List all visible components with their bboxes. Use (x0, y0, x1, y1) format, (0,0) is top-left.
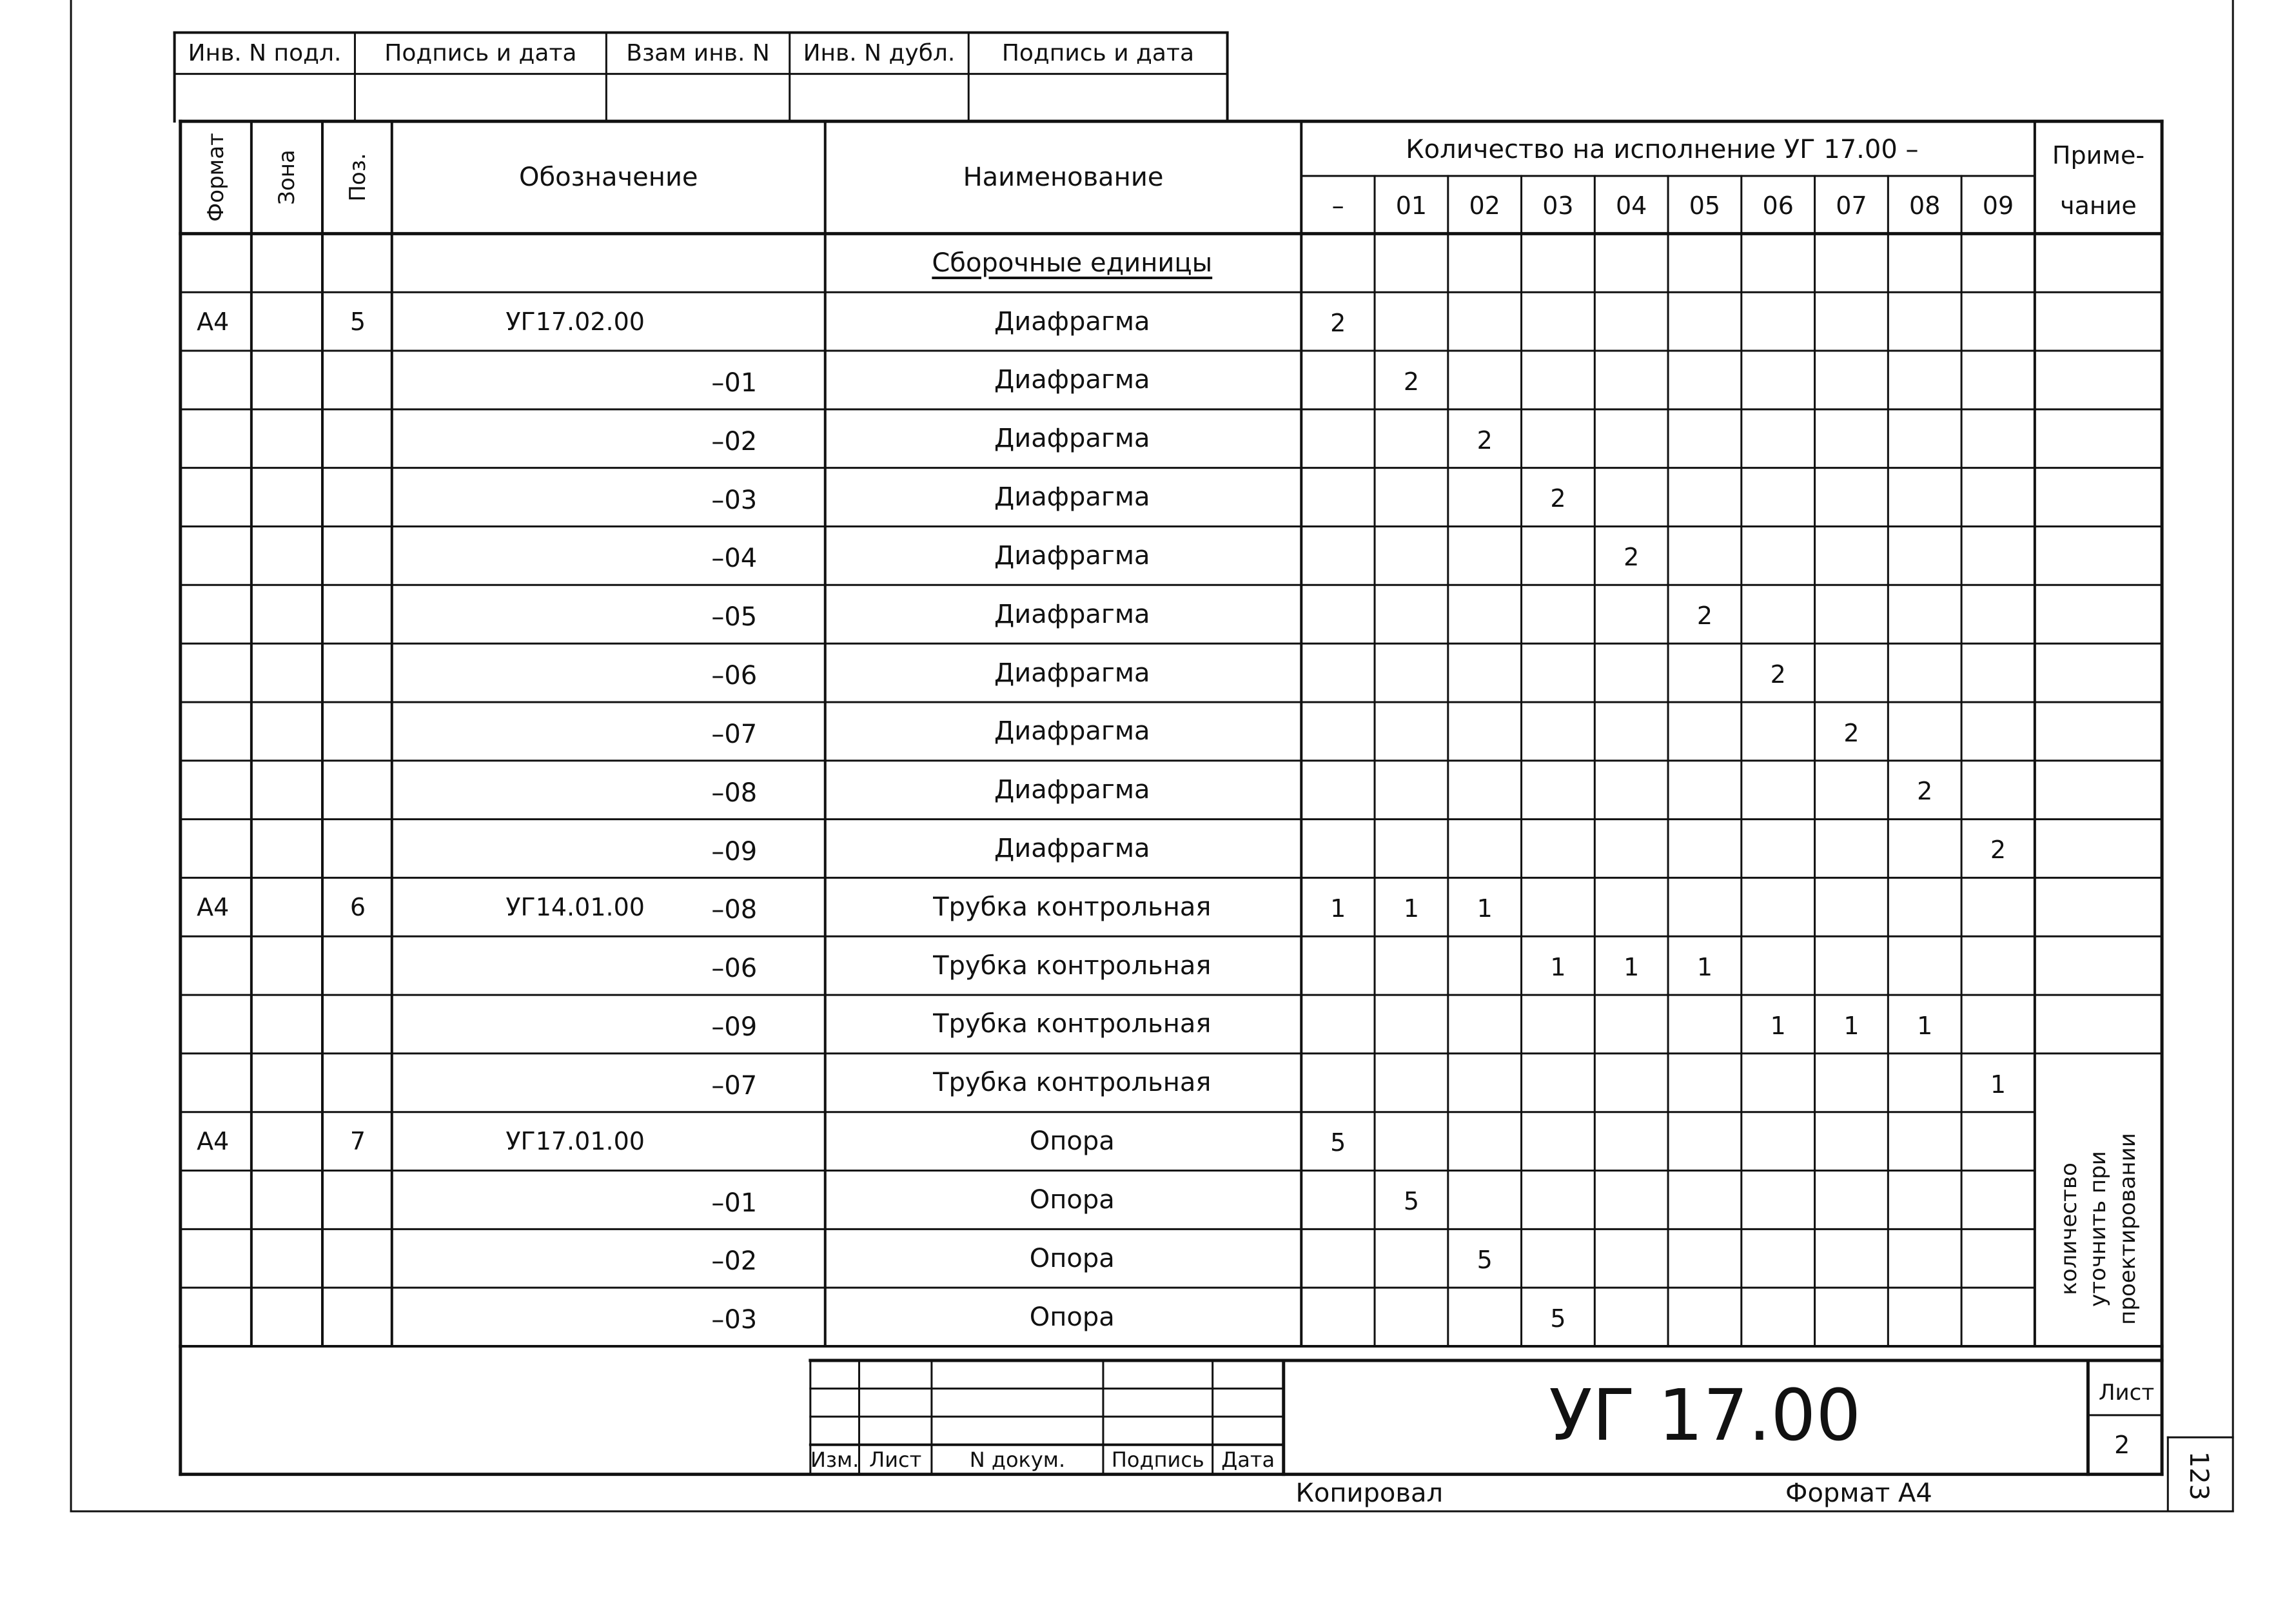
row-qty: 1 (1770, 1011, 1786, 1040)
row-designation-suffix: –01 (711, 368, 758, 398)
row-qty: 2 (1696, 602, 1713, 630)
row-name: Опора (1029, 1243, 1115, 1273)
header-qty-group: Количество на исполнение УГ 17.00 – (1406, 134, 1919, 164)
row-qty: 5 (1403, 1187, 1419, 1216)
row-name: Диафрагма (994, 365, 1150, 395)
row-format: А4 (197, 307, 230, 336)
row-designation-suffix: –09 (711, 836, 758, 867)
sheet-number: 2 (2114, 1430, 2130, 1459)
row-name: Трубка контрольная (933, 1009, 1212, 1039)
row-name: Диафрагма (994, 482, 1150, 513)
row-qty: 1 (1477, 894, 1493, 923)
note-merged-line-1: количество (2056, 1162, 2082, 1296)
row-designation-suffix: –04 (711, 544, 758, 574)
row-name: Опора (1029, 1302, 1115, 1332)
row-designation-suffix: –05 (711, 602, 758, 633)
row-designation-suffix: –08 (711, 778, 758, 808)
row-qty: 2 (1917, 777, 1933, 806)
document-code: УГ 17.00 (1549, 1373, 1861, 1457)
title-label-3: N докум. (969, 1447, 1066, 1472)
stamp-label-2: Подпись и дата (384, 39, 577, 66)
row-name: Диафрагма (994, 599, 1150, 629)
row-position: 6 (349, 892, 366, 921)
row-designation-suffix: –06 (711, 954, 758, 984)
row-qty: 5 (1550, 1304, 1566, 1333)
row-qty: 2 (1477, 426, 1493, 455)
note-merged-line-3: проектировании (2115, 1133, 2141, 1326)
header-qty-col-08: 08 (1909, 191, 1941, 220)
row-name: Трубка контрольная (933, 950, 1212, 981)
header-qty-col-03: 03 (1542, 191, 1574, 220)
row-position: 7 (349, 1127, 366, 1156)
row-name: Диафрагма (994, 540, 1150, 571)
row-designation-suffix: –08 (711, 895, 758, 925)
header-note-line2: чание (2060, 191, 2137, 220)
title-label-2: Лист (869, 1447, 922, 1472)
header-qty-col-06: 06 (1762, 191, 1794, 220)
row-qty: 1 (1403, 894, 1419, 923)
title-label-1: Изм. (810, 1447, 859, 1472)
stamp-label-4: Инв. N дубл. (803, 39, 956, 66)
row-designation-suffix: –03 (711, 485, 758, 515)
title-label-5: Дата (1221, 1447, 1275, 1472)
row-qty: 1 (1696, 952, 1713, 981)
row-designation-suffix: –06 (711, 661, 758, 691)
header-qty-col-09: 09 (1982, 191, 2014, 220)
row-name: Диафрагма (994, 716, 1150, 747)
row-designation-suffix: –02 (711, 1246, 758, 1277)
row-name: Диафрагма (994, 775, 1150, 805)
header-qty-col-02: 02 (1469, 191, 1500, 220)
title-label-4: Подпись (1111, 1447, 1204, 1472)
row-format: А4 (197, 1127, 230, 1156)
row-qty: 1 (1330, 894, 1346, 923)
row-name: Диафрагма (994, 424, 1150, 454)
header-format: Формат (202, 133, 229, 222)
stamp-label-1: Инв. N подл. (188, 39, 342, 66)
row-qty: 2 (1990, 836, 2007, 865)
header-qty-col-01: 01 (1395, 191, 1428, 220)
row-qty: 1 (1624, 952, 1640, 981)
row-name: Диафрагма (994, 306, 1150, 337)
row-designation-suffix: –07 (711, 1070, 758, 1101)
row-designation-suffix: –03 (711, 1305, 758, 1335)
row-designation-suffix: –09 (711, 1012, 758, 1043)
row-qty: 2 (1770, 660, 1786, 689)
row-name: Диафрагма (994, 658, 1150, 688)
row-qty: 5 (1330, 1128, 1346, 1157)
header-qty-col-base: – (1331, 191, 1344, 220)
row-qty: 1 (1843, 1011, 1859, 1040)
section-title: Сборочные единицы (932, 248, 1213, 278)
row-qty: 1 (1990, 1070, 2007, 1099)
row-designation: УГ14.01.00 (505, 892, 645, 921)
sheet-label: Лист (2098, 1380, 2155, 1406)
row-designation-suffix: –01 (711, 1188, 758, 1218)
row-name: Опора (1029, 1126, 1115, 1157)
row-qty: 2 (1403, 367, 1419, 396)
format-label: Формат А4 (1785, 1478, 1932, 1509)
row-designation-suffix: –07 (711, 719, 758, 749)
header-pos: Поз. (345, 153, 371, 202)
page-number: 123 (2184, 1451, 2214, 1501)
row-designation: УГ17.01.00 (505, 1127, 645, 1156)
row-qty: 2 (1843, 718, 1859, 747)
header-name: Наименование (963, 162, 1164, 193)
header-qty-col-04: 04 (1616, 191, 1647, 220)
note-merged-line-2: уточнить при (2085, 1151, 2112, 1308)
stamp-label-3: Взам инв. N (626, 39, 770, 66)
stamp-label-5: Подпись и дата (1001, 39, 1195, 66)
row-name: Опора (1029, 1184, 1115, 1215)
row-qty: 2 (1550, 484, 1566, 513)
row-qty: 5 (1477, 1246, 1493, 1275)
copied-label: Копировал (1295, 1478, 1444, 1509)
header-zone: Зона (273, 150, 300, 206)
header-note-line1: Приме- (2052, 141, 2145, 170)
row-qty: 1 (1917, 1011, 1933, 1040)
row-name: Трубка контрольная (933, 1068, 1212, 1098)
row-designation-suffix: –02 (711, 426, 758, 456)
row-qty: 2 (1330, 308, 1346, 337)
row-name: Трубка контрольная (933, 892, 1212, 922)
header-designation: Обозначение (518, 162, 698, 193)
row-qty: 2 (1624, 543, 1640, 572)
row-position: 5 (349, 307, 366, 336)
row-qty: 1 (1550, 952, 1566, 981)
header-qty-col-05: 05 (1689, 191, 1721, 220)
header-qty-col-07: 07 (1836, 191, 1867, 220)
row-designation: УГ17.02.00 (505, 307, 645, 336)
row-name: Диафрагма (994, 834, 1150, 863)
row-format: А4 (197, 892, 230, 921)
